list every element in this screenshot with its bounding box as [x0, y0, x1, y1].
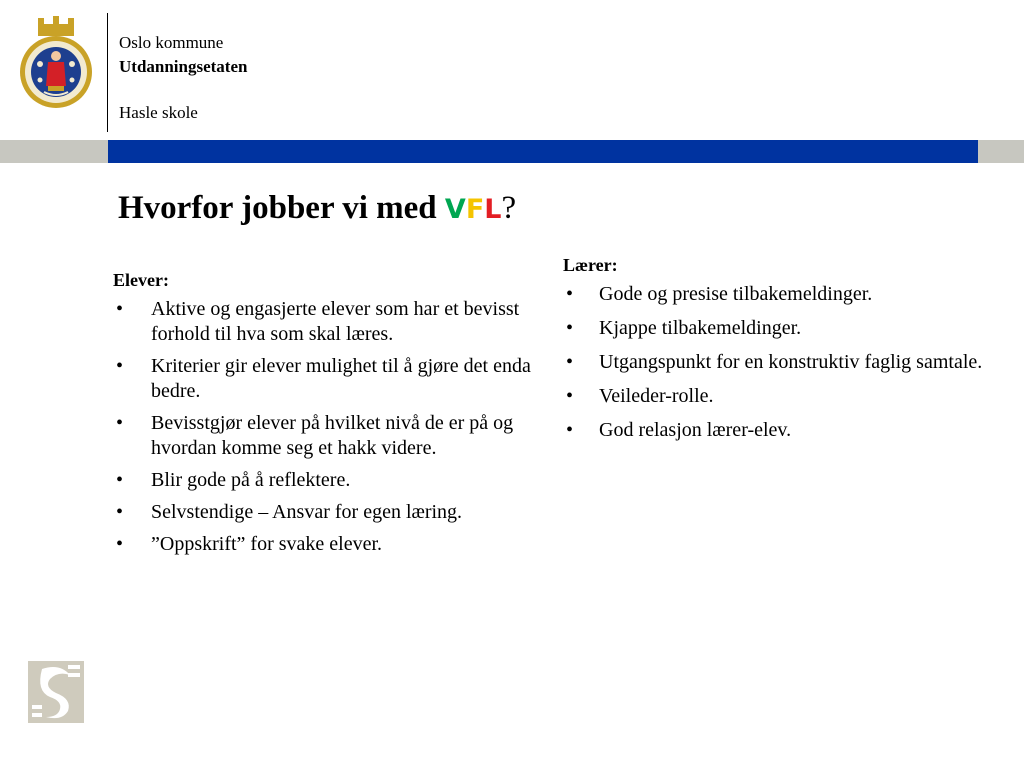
list-item: • Kjappe tilbakemeldinger. — [563, 316, 983, 341]
list-item: • Gode og presise tilbakemeldinger. — [563, 282, 983, 307]
title-suffix: ? — [501, 190, 517, 226]
list-item: • Blir gode på å reflektere. — [113, 468, 533, 493]
list-item: • ”Oppskrift” for svake elever. — [113, 532, 533, 557]
org-name: Oslo kommune — [119, 33, 224, 52]
header-band-blue — [108, 140, 978, 163]
slide-title — [118, 190, 516, 227]
oslo-city-seal-icon — [18, 16, 94, 114]
header-divider — [107, 13, 108, 132]
list-item: • Veileder-rolle. — [563, 384, 983, 409]
organization-block — [119, 31, 247, 125]
elever-column — [113, 268, 533, 564]
title-prefix: Hvorfor jobber vi med — [118, 190, 445, 226]
list-item: • Selvstendige – Ansvar for egen læring. — [113, 500, 533, 525]
laerer-column — [563, 253, 983, 452]
list-item: • Kriterier gir elever mulighet til å gjøre det enda bedre. — [113, 354, 533, 404]
list-item: • God relasjon lærer-elev. — [563, 418, 983, 443]
laerer-list — [563, 282, 983, 443]
title-letter-l: L — [484, 194, 502, 225]
laerer-heading: Lærer: — [563, 255, 618, 275]
title-letter-v: V — [444, 194, 466, 225]
elever-heading: Elever: — [113, 270, 169, 290]
list-item: • Aktive og engasjerte elever som har et bevisst forhold til hva som skal læres. — [113, 297, 533, 347]
list-item: • Bevisstgjør elever på hvilket nivå de er på og hvordan komme seg et hakk videre. — [113, 411, 533, 461]
list-item: • Utgangspunkt for en konstruktiv faglig samtale. — [563, 350, 983, 375]
elever-list — [113, 297, 533, 557]
school-name: Hasle skole — [119, 103, 198, 122]
oslo-kommune-logo-icon — [28, 661, 84, 723]
org-department: Utdanningsetaten — [119, 57, 248, 76]
header-band — [0, 140, 1024, 163]
title-letter-f: F — [465, 194, 485, 225]
